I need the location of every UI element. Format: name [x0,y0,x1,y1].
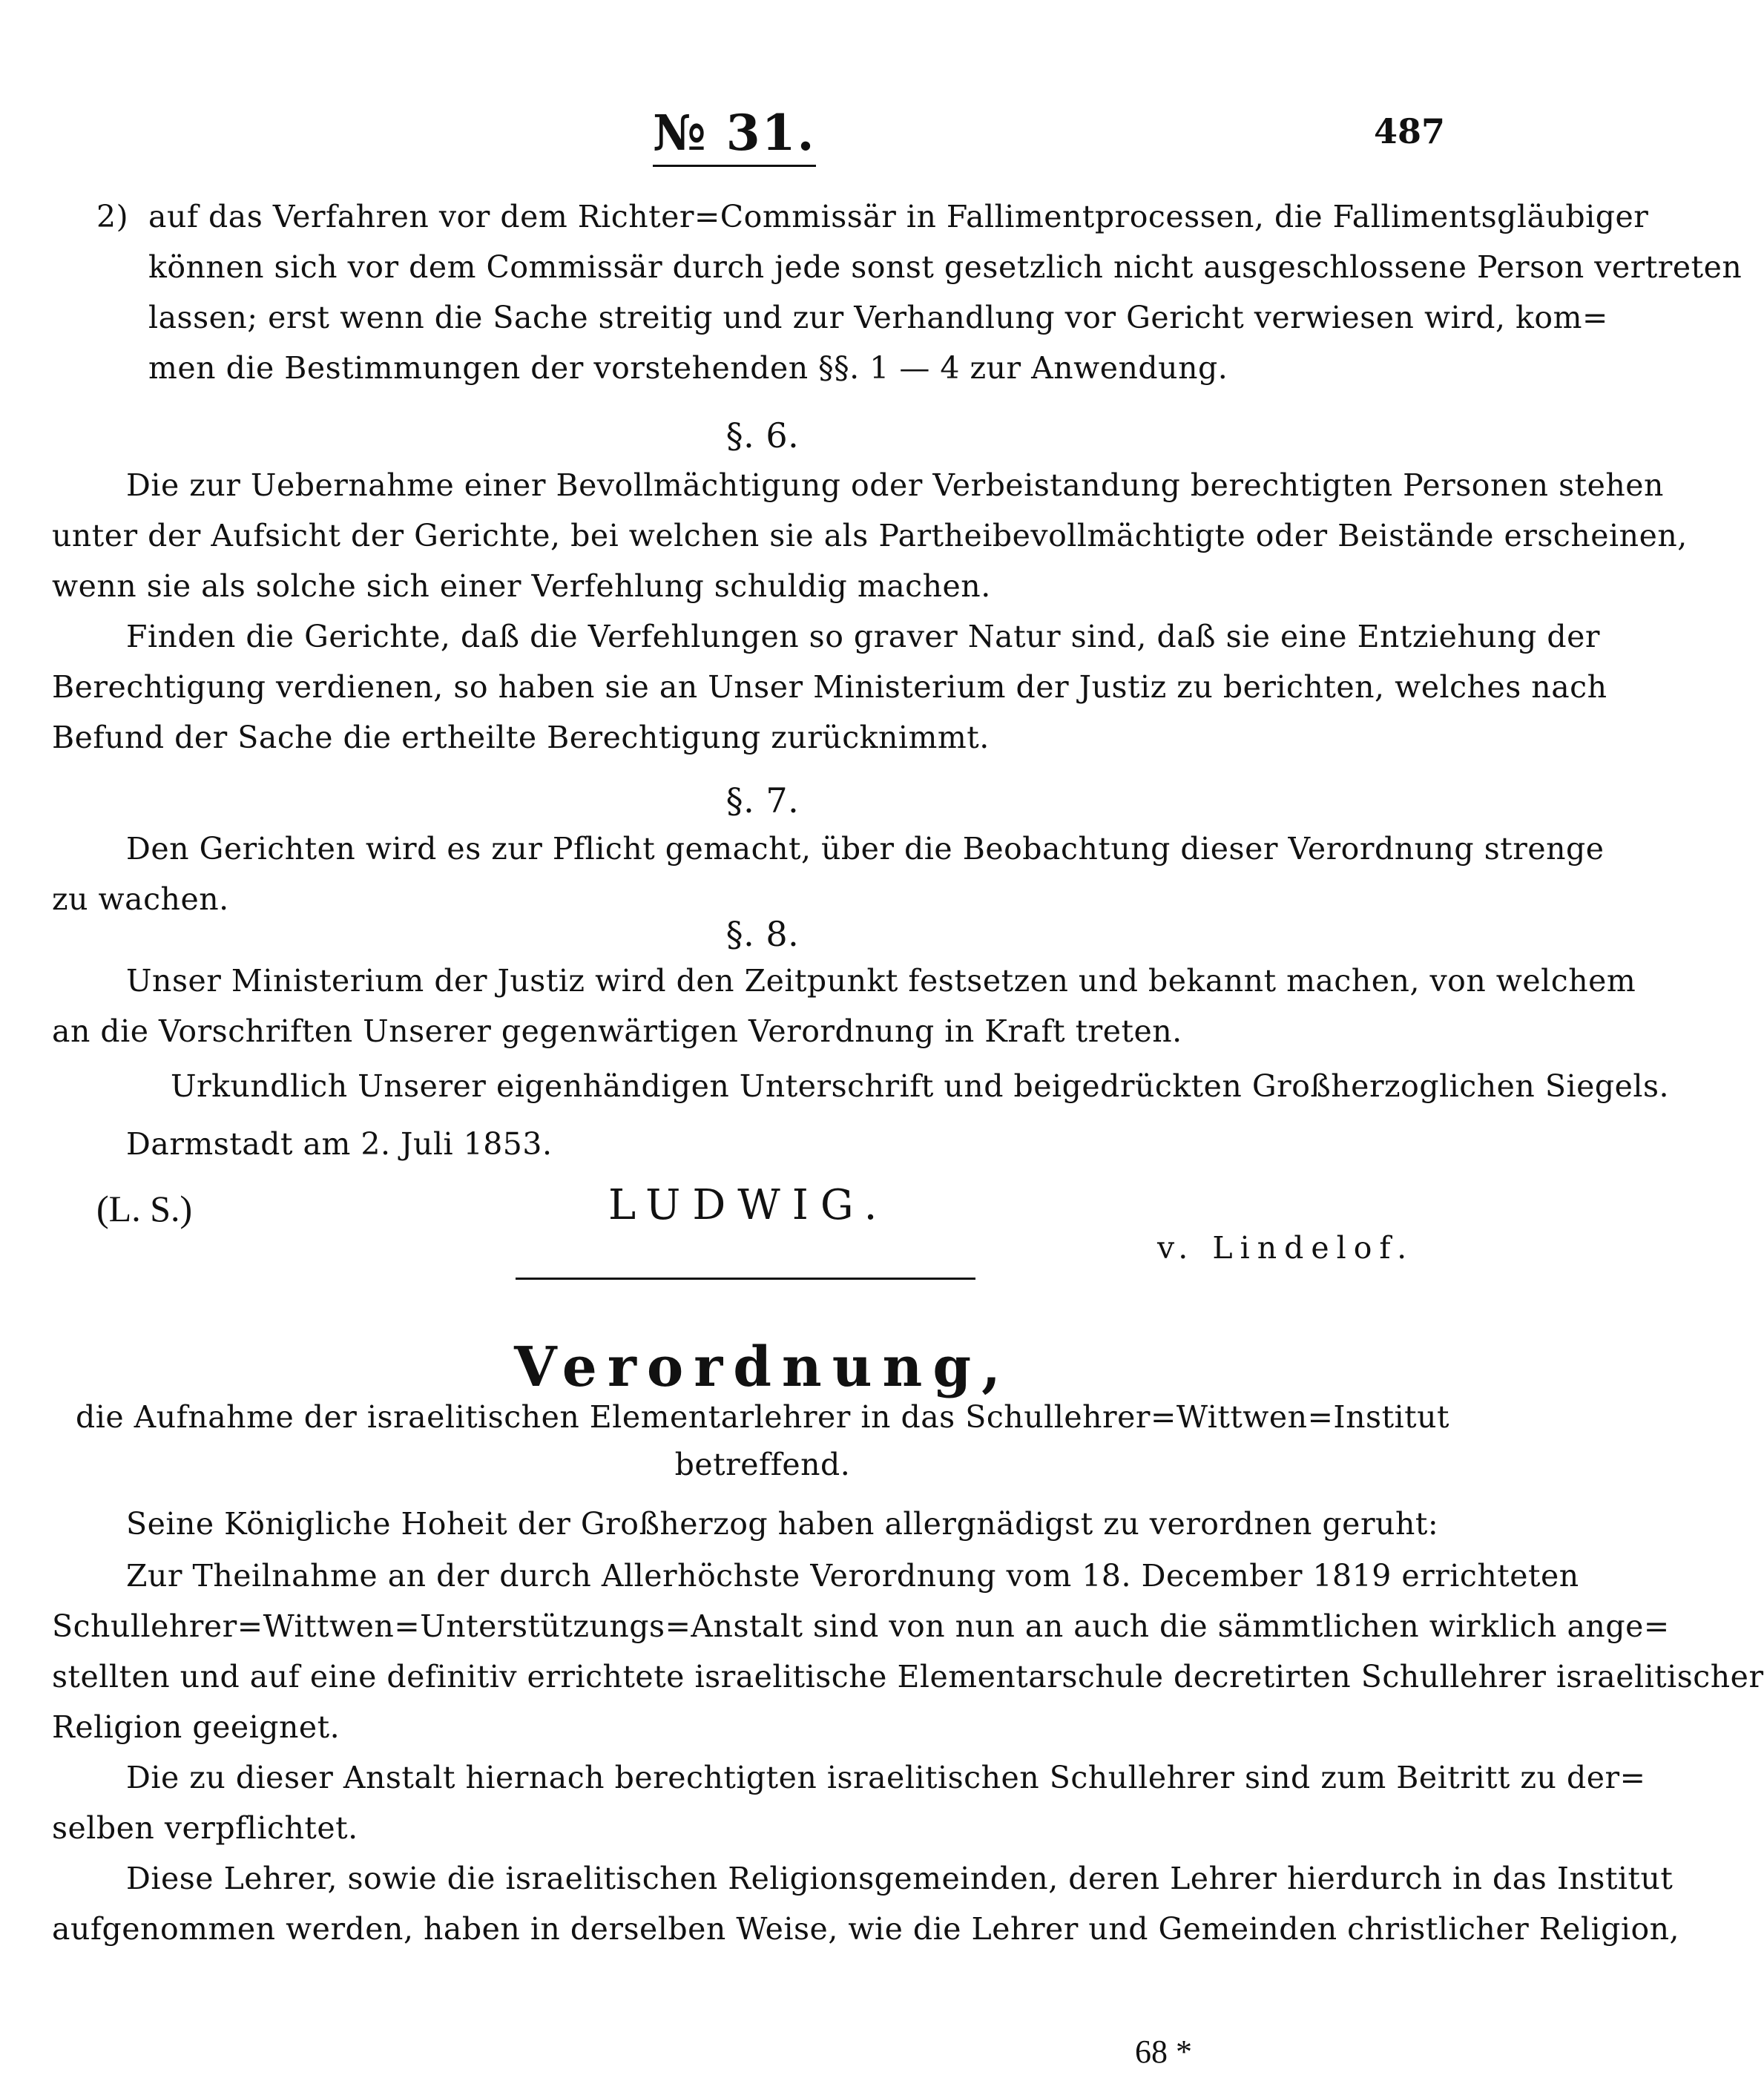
text-line: lassen; erst wenn die Sache streitig und zur Verhandlung vor Gericht verwiesen wird, kom= [148,300,1608,335]
attestation-text: Urkundlich Unserer eigenhändigen Unterschrift und beigedrückten Großherzoglichen Siegels. [171,1068,1670,1104]
text-line: Den Gerichten wird es zur Pflicht gemacht, über die Beobachtung dieser Verordnung strenge [126,831,1605,867]
text-line: Religion geeignet. [52,1709,340,1745]
text-line: Die zu dieser Anstalt hiernach berechtigten israelitischen Schullehrer sind zum Beitritt zu der= [126,1760,1646,1795]
page-number: 487 [1374,111,1446,151]
text-line: selben verpflichtet. [52,1810,358,1846]
text-line: Finden die Gerichte, daß die Verfehlungen so graver Natur sind, daß sie eine Entziehung der [126,619,1600,654]
text-line: Zur Theilnahme an der durch Allerhöchste Verordnung vom 18. December 1819 errichteten [126,1558,1579,1594]
sovereign-signature: LUDWIG. [608,1181,889,1229]
text-line: Berechtigung verdienen, so haben sie an Unser Ministerium der Justiz zu berichten, welches nach [52,669,1607,705]
text-line: können sich vor dem Commissär durch jede sonst gesetzlich nicht ausgeschlossene Person vertreten [148,249,1742,285]
issue-number: № 31. [653,104,816,167]
section-heading: §. 8. [725,914,800,954]
ordinance-title: Verordnung, [514,1335,1011,1399]
ordinance-subtitle: betreffend. [674,1447,851,1482]
text-line: Diese Lehrer, sowie die israelitischen Religionsgemeinden, deren Lehrer hierdurch in das Institut [126,1861,1674,1896]
text-line: stellten und auf eine definitiv errichtete israelitische Elementarschule decretirten Schullehrer israelitischer [52,1659,1764,1694]
item-label: 2) [96,199,129,234]
section-divider [516,1278,975,1280]
text-line: unter der Aufsicht der Gerichte, bei welchen sie als Partheibevollmächtigte oder Beistände erscheinen, [52,518,1688,553]
section-heading: §. 7. [725,780,800,821]
text-line: auf das Verfahren vor dem Richter=Commissär in Fallimentprocessen, die Fallimentsgläubiger [148,199,1649,234]
text-line: zu wachen. [52,881,229,917]
ordinance-subtitle: die Aufnahme der israelitischen Elementarlehrer in das Schullehrer=Wittwen=Institut [75,1399,1450,1435]
text-line: Unser Ministerium der Justiz wird den Zeitpunkt festsetzen und bekannt machen, von welchem [126,963,1636,999]
place-date: Darmstadt am 2. Juli 1853. [126,1126,553,1162]
text-line: Seine Königliche Hoheit der Großherzog haben allergnädigst zu verordnen geruht: [126,1506,1439,1542]
text-line: aufgenommen werden, haben in derselben Weise, wie die Lehrer und Gemeinden christlicher Religion, [52,1911,1680,1947]
seal-mark: (L. S.) [96,1188,193,1229]
countersignature: v. Lindelof. [1157,1230,1415,1266]
text-line: Schullehrer=Wittwen=Unterstützungs=Anstalt sind von nun an auch die sämmtlichen wirklich ange= [52,1608,1670,1644]
text-line: an die Vorschriften Unserer gegenwärtigen Verordnung in Kraft treten. [52,1013,1182,1049]
text-line: men die Bestimmungen der vorstehenden §§. 1 — 4 zur Anwendung. [148,350,1228,386]
section-heading: §. 6. [725,415,800,456]
text-line: Die zur Uebernahme einer Bevollmächtigung oder Verbeistandung berechtigten Personen stehen [126,467,1664,503]
text-line: wenn sie als solche sich einer Verfehlung schuldig machen. [52,568,991,604]
signature-mark: 68 * [1135,2034,1192,2070]
text-line: Befund der Sache die ertheilte Berechtigung zurücknimmt. [52,720,990,755]
